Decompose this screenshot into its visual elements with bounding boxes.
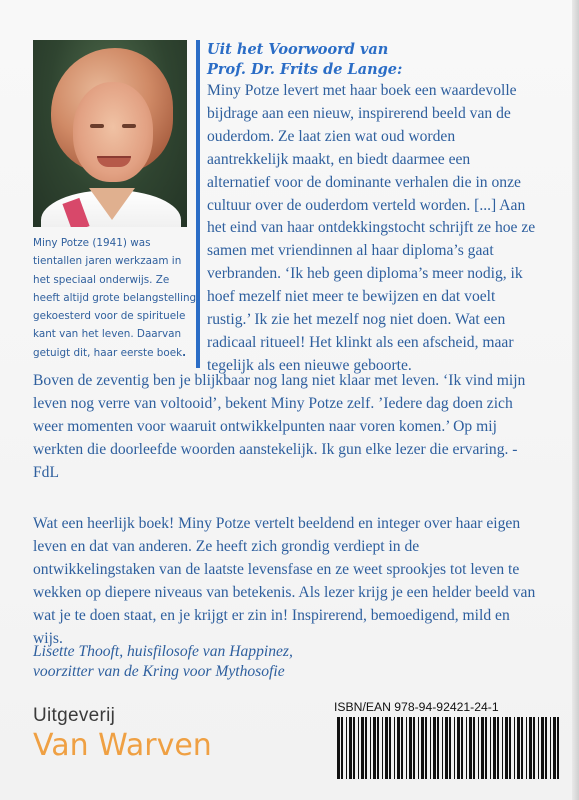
review-text: Wat een heerlijk boek! Miny Potze vertelt beeldend en integer over haar eigen leven en dat van anderen. Ze heeft zich grondig verdiept in de ontwikkelingstaken van de laatste levensfase en ze weet sprookjes tot leven te wekken op diepere niveaus van betekenis. Als lezer krijg je een helder beeld van wat je te doen staat, en je krijgt er zin in! Inspirerend, bemoedigend, mild en wijs. — [33, 515, 536, 647]
quote-accent-bar — [196, 40, 200, 368]
author-bio-text: Miny Potze (1941) was tientallen jaren werkzaam in het speciaal onderwijs. Ze heeft altijd grote belangstelling gekoesterd voor de spirituele kant van het leven. Daarvan getuigt dit, haar eerste boek — [33, 237, 197, 359]
preface-quote-part-2: Boven de zeventig ben je blijkbaar nog lang niet klaar met leven. ‘Ik vind mijn leven nog verre van voltooid’, bekent Miny Potze zelf. ’Iedere dag doen zich weer momenten voor waaruit ontwikkelpunten naar voren komen.’ Op mij werkten die doorleefde woorden aanstekelijk. Ik gun elke lezer die ervaring. - FdL — [33, 372, 526, 481]
author-bio — [33, 234, 199, 362]
publisher-name: Van Warven — [33, 728, 212, 763]
publisher-logo — [33, 704, 212, 764]
reviewer-line-2: voorzitter van de Kring voor Mythosofie — [33, 662, 285, 680]
isbn-label: ISBN/EAN 978-94-92421-24-1 — [334, 700, 499, 714]
preface-quote-part-1: Miny Potze levert met haar boek een waardevolle bijdrage aan een nieuw, inspirerend beeld van de ouderdom. Ze laat zien wat oud worden aantrekkelijk maakt, en biedt daarmee een alternatief voor de dominante verhalen die in onze cultuur over de ouderdom verteld worden. [...] Aan het eind van haar ontdekkingstocht schrijft ze hoe ze samen met vriendinnen al haar diploma’s gaat verbranden. ‘Ik heb geen diploma’s meer nodig, ik hoef mezelf niet meer te bewijzen en dat voelt rustig.’ Ik zie het mezelf nog niet doen. Wat een radicaal ritueel! Het klinkt als een afscheid, maar tegelijk als een nieuwe geboorte. — [207, 82, 536, 374]
publisher-line-1: Uitgeverij — [33, 705, 116, 726]
photo-face — [73, 82, 153, 182]
barcode-icon — [335, 717, 562, 779]
cover-edge — [572, 0, 579, 800]
author-photo — [33, 40, 187, 227]
preface-author: Prof. Dr. Frits de Lange: — [207, 61, 403, 78]
photo-eye-right — [122, 124, 136, 128]
photo-eye-left — [90, 124, 104, 128]
preface-heading: Uit het Voorwoord van — [207, 41, 389, 58]
reviewer-line-1: Lisette Thooft, huisfilosofe van Happinez, — [33, 643, 293, 660]
author-bio-end-mark: . — [182, 346, 187, 359]
reviewer-credit — [33, 642, 543, 681]
